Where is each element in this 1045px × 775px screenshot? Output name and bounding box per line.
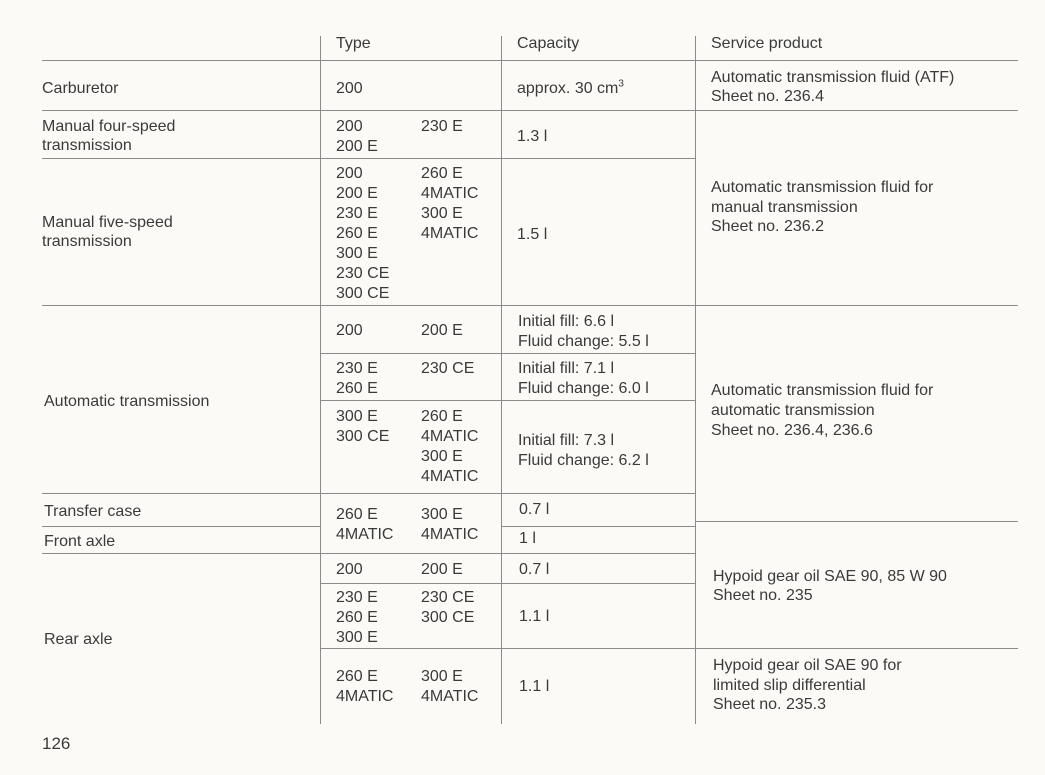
capacity-carburetor: approx. 30 $cm^3$ [517, 78, 624, 97]
component-rear-axle: Rear axle [44, 631, 113, 648]
type-rear-r3-b: 300 E 4MATIC [421, 668, 479, 705]
service-hypoid-lsd-line3: Sheet no. 235.3 [713, 696, 826, 713]
type-transfer-front-b: 300 E 4MATIC [421, 506, 479, 543]
service-auto-line1: Automatic transmission fluid for [711, 382, 934, 399]
rule-transfer [42, 526, 320, 527]
type-rear-r1-a: 200 [336, 561, 363, 578]
service-carburetor-line2: Sheet no. 236.4 [711, 88, 824, 105]
service-manual-line1: Automatic transmission fluid for [711, 179, 934, 196]
component-manual4-line2: transmission [42, 137, 132, 154]
rule-auto-end [42, 493, 696, 494]
type-rear-r3-a: 260 E 4MATIC [336, 668, 394, 705]
capacity-rear-r3: 1.1 l [519, 678, 550, 695]
rule-front-axle [42, 553, 696, 554]
service-carburetor-line1: Automatic transmission fluid (ATF) [711, 69, 955, 86]
service-manual-line3: Sheet no. 236.2 [711, 218, 824, 235]
capacity-manual5: 1.5 l [517, 226, 548, 243]
component-transfer-case: Transfer case [44, 503, 142, 520]
rule-manual5 [42, 305, 1018, 306]
type-auto-r2-a: 230 E 260 E [336, 360, 378, 397]
type-auto-r1-a: 200 [336, 322, 363, 339]
component-automatic: Automatic transmission [44, 393, 210, 410]
header-service-product: Service product [711, 35, 823, 52]
page-number: 126 [42, 734, 71, 753]
type-manual4-a: 200 200 E [336, 118, 378, 155]
capacity-transfer-case: 0.7 l [519, 501, 550, 518]
component-front-axle: Front axle [44, 533, 116, 550]
type-auto-r1-b: 200 E [421, 322, 463, 339]
service-hypoid-lsd-line1: Hypoid gear oil SAE 90 for [713, 657, 902, 674]
capacity-rear-r2: 1.1 l [519, 608, 550, 625]
type-auto-r3-b: 260 E 4MATIC 300 E 4MATIC [421, 408, 479, 485]
service-hypoid-line2: Sheet no. 235 [713, 587, 813, 604]
type-transfer-front-a: 260 E 4MATIC [336, 506, 394, 543]
service-hypoid-lsd-line2: limited slip differential [713, 677, 866, 694]
type-rear-r2-a: 230 E 260 E 300 E [336, 589, 378, 646]
type-auto-r3-a: 300 E 300 CE [336, 408, 390, 445]
col-divider-2 [501, 36, 502, 724]
service-manual-line2: manual transmission [711, 199, 858, 216]
col-divider-1 [320, 36, 321, 724]
capacity-auto-r2: Initial fill: 7.1 l Fluid change: 6.0 l [518, 360, 649, 397]
type-manual5-b: 260 E 4MATIC 300 E 4MATIC [421, 165, 479, 242]
rule-auto-2 [320, 400, 696, 401]
component-manual5-line2: transmission [42, 233, 132, 250]
type-auto-r2-b: 230 CE [421, 360, 475, 377]
rule-rear-2 [320, 648, 1018, 649]
type-carburetor: 200 [336, 80, 363, 97]
capacity-rear-r1: 0.7 l [519, 561, 550, 578]
type-manual5-a: 200 200 E 230 E 260 E 300 E 230 CE 300 CE [336, 165, 390, 302]
component-manual4-line1: Manual four-speed [42, 118, 176, 135]
header-capacity: Capacity [517, 35, 580, 52]
type-manual4-b: 230 E [421, 118, 463, 135]
rule-transfer-service [695, 521, 1018, 522]
header-rule [42, 60, 1018, 61]
type-rear-r2-b: 230 CE 300 CE [421, 589, 475, 626]
type-rear-r1-b: 200 E [421, 561, 463, 578]
rule-rear-1 [320, 583, 696, 584]
capacity-manual4: 1.3 l [517, 128, 548, 145]
rule-auto-1 [320, 353, 696, 354]
capacity-auto-r1: Initial fill: 6.6 l Fluid change: 5.5 l [518, 313, 649, 350]
header-type: Type [336, 35, 371, 52]
col-divider-3 [695, 36, 696, 724]
rule-carburetor [42, 110, 1018, 111]
service-auto-line3: Sheet no. 236.4, 236.6 [711, 422, 873, 439]
service-hypoid-line1: Hypoid gear oil SAE 90, 85 W 90 [713, 568, 947, 585]
component-carburetor: Carburetor [42, 80, 119, 97]
rule-manual4 [42, 158, 696, 159]
capacity-front-axle: 1 l [519, 530, 536, 547]
service-auto-line2: automatic transmission [711, 402, 875, 419]
rule-transfer-cap [501, 526, 696, 527]
component-manual5-line1: Manual five-speed [42, 214, 173, 231]
capacity-auto-r3: Initial fill: 7.3 l Fluid change: 6.2 l [518, 432, 649, 469]
